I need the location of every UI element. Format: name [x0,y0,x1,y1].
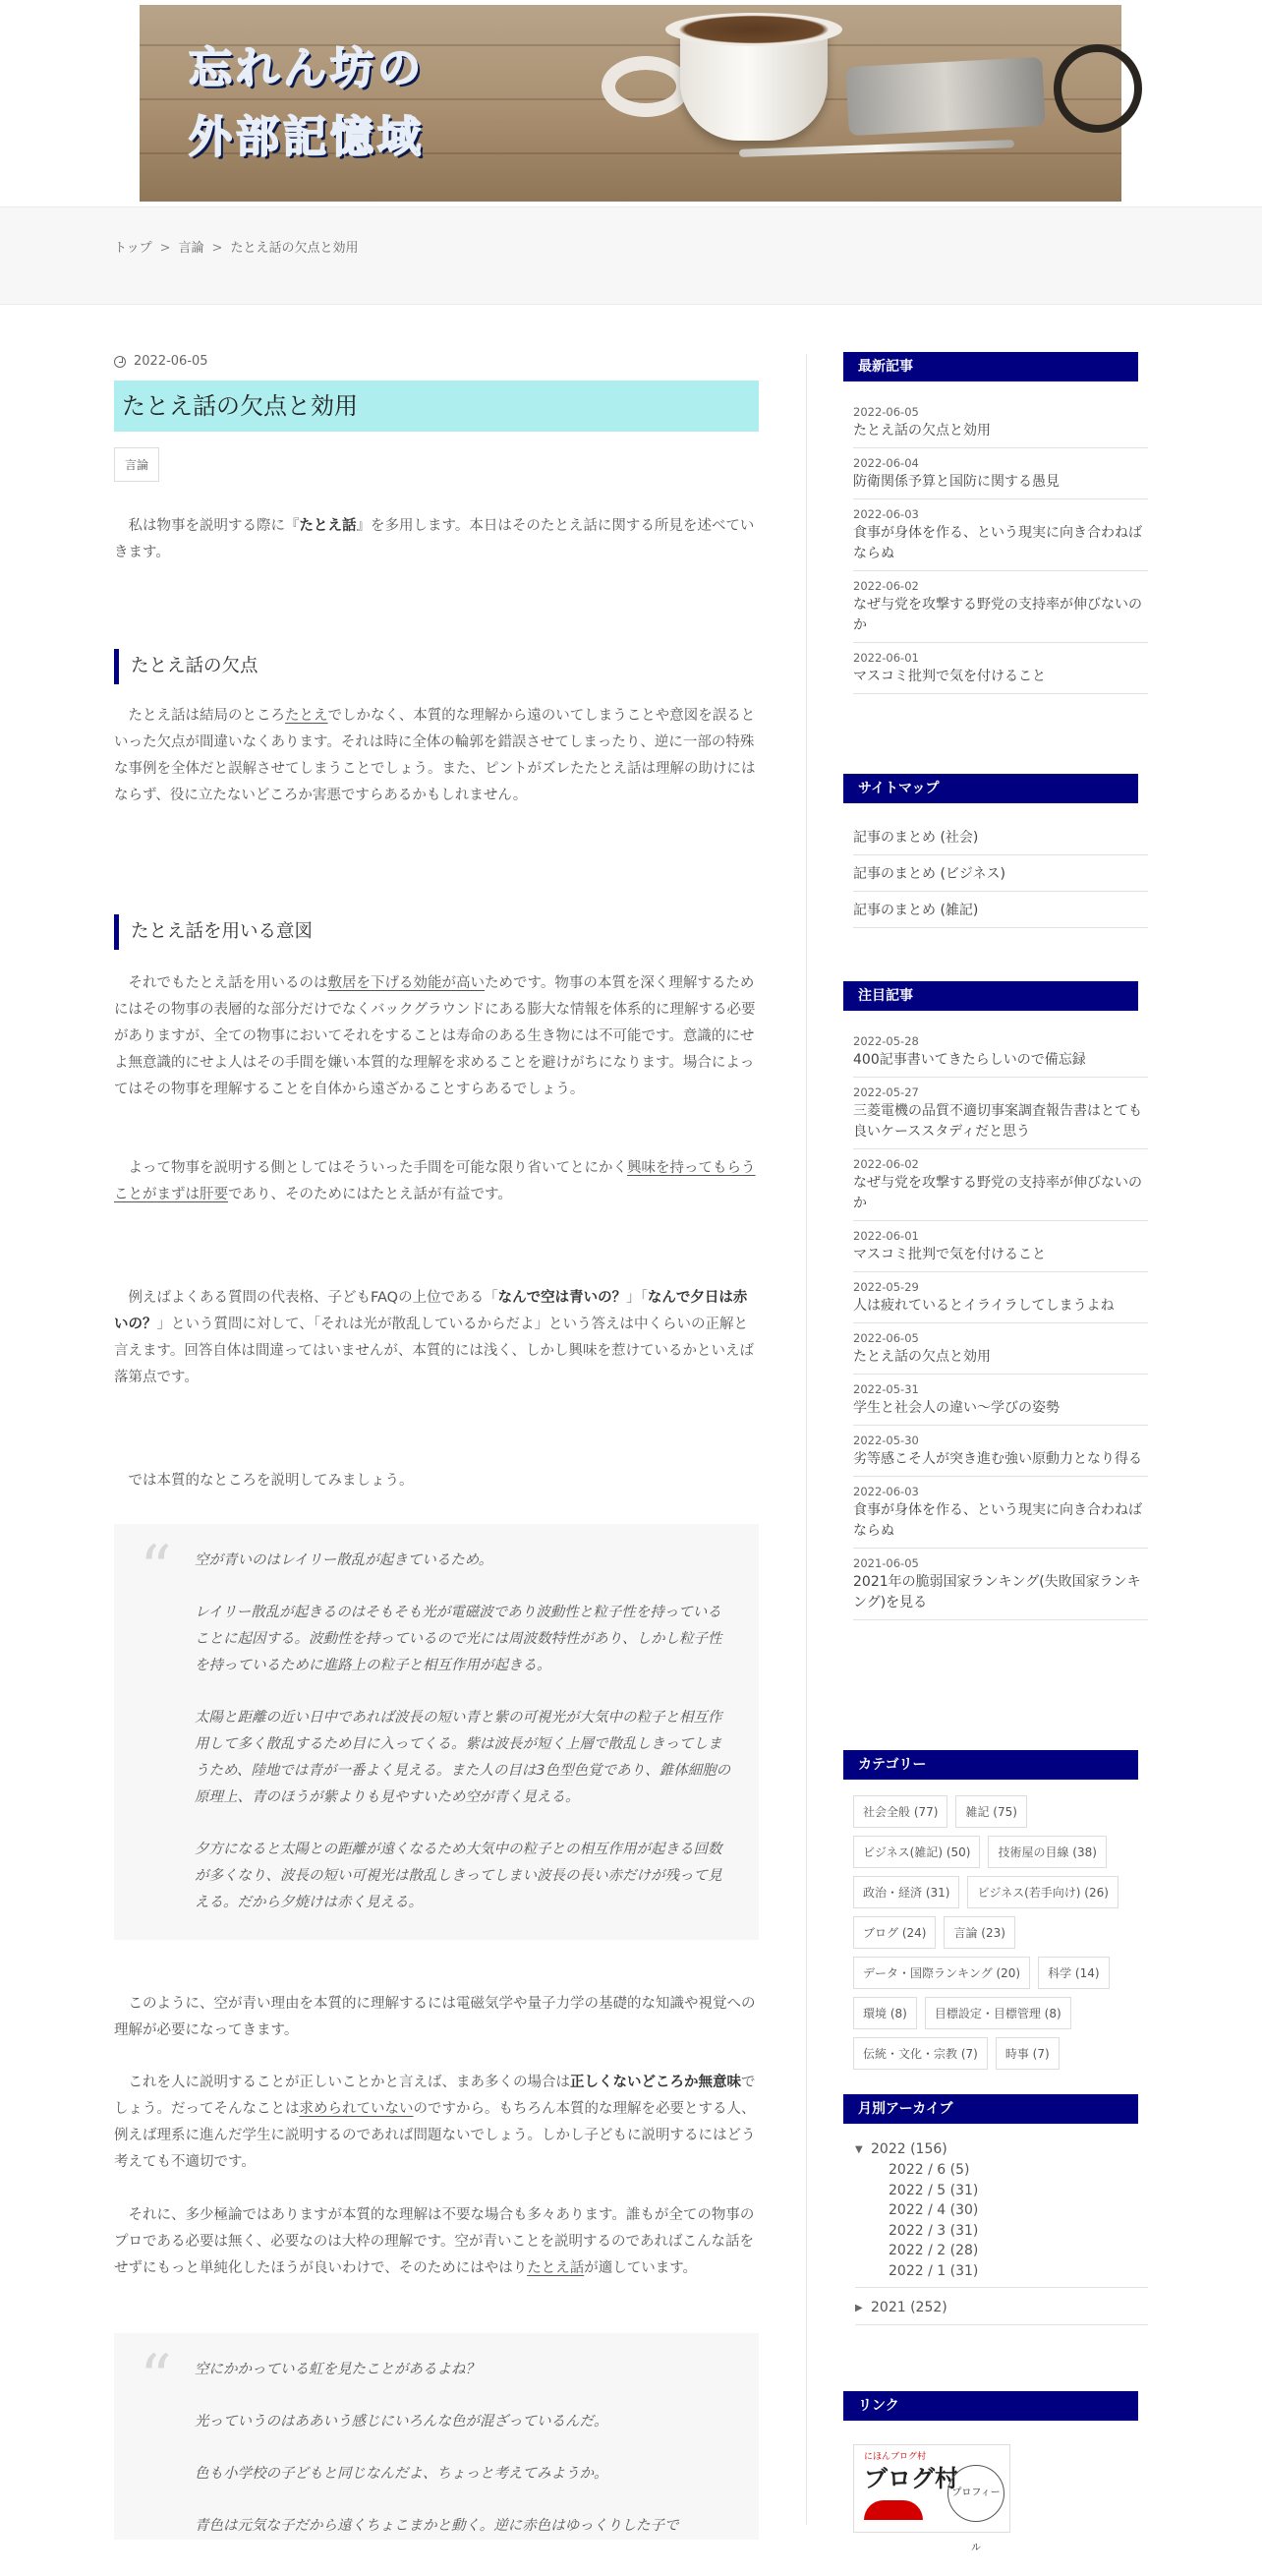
post-list-item[interactable] [853,1323,1148,1375]
recent-posts-list [843,397,1148,694]
post-list-item[interactable] [853,1149,1148,1221]
underlined-phrase: 求められていない [299,2101,414,2117]
post-list-item[interactable] [853,499,1148,571]
quote-paragraph: 色も小学校の子どもと同じなんだよ、ちょっと考えてみようか。 [195,2466,608,2482]
breadcrumb-home-link[interactable]: トップ [114,241,152,256]
category-tag[interactable]: 目標設定・目標管理 (8) [925,1997,1071,2029]
breadcrumb-band [0,206,1262,305]
drawbacks-paragraph [114,703,759,809]
banner-cup-handle [602,56,690,117]
expanded-triangle-icon: ▼ [855,2144,863,2155]
post-list-date: 2022-05-31 [853,1382,919,1396]
widget-recent-posts [843,352,1148,694]
category-tag-list [843,1795,1148,2070]
underlined-phrase: 興味を持ってもらうことがまずは肝要 [114,1160,756,1202]
post-list-date: 2022-06-04 [853,456,919,470]
post-list-item[interactable] [853,1477,1148,1549]
underlined-phrase: たとえ [285,708,328,724]
heading-intent: たとえ話を用いる意図 [114,914,759,950]
text-run: 例えばよくある質問の代表格、子どもFAQの上位である「 [128,1290,498,1306]
article [114,354,759,2534]
breadcrumb [114,237,358,256]
sitemap-list [843,819,1148,928]
widget-title: 最新記事 [843,352,1138,381]
breadcrumb-separator: > [211,241,223,256]
post-list-title[interactable]: たとえ話の欠点と効用 [853,423,991,439]
banner-phone [845,57,1045,136]
text-run: であり、そのためにはたとえ話が有益です。 [228,1187,512,1202]
quote-paragraph: レイリー散乱が起きるのはそもそも光が電磁波であり波動性と粒子性を持っていることに起因する。波動性を持っているので光には周波数特性があり、しかし粒子性を持っているために進路上の粒子と相互作用が起きる。 [195,1605,722,1673]
archive-year-label: 2022 (156) [871,2141,947,2157]
intro-paragraph [114,513,759,566]
archive-month-link[interactable]: 2022 / 5 (31) [889,2182,979,2198]
sitemap-link[interactable]: 記事のまとめ (ビジネス) [853,855,1148,892]
category-tag[interactable]: 伝統・文化・宗教 (7) [853,2037,988,2070]
post-list-title[interactable]: マスコミ批判で気を付けること [853,669,1046,684]
example-paragraph [114,1285,759,1391]
post-list-date: 2021-06-05 [853,1556,919,1570]
heading-drawbacks: たとえ話の欠点 [114,649,759,684]
blogmura-logo-arc [864,2500,923,2520]
text-run: 』を多用します。本日はそのたとえ話に関する所見を述べていきます。 [114,518,755,560]
post-list-title[interactable]: 人は疲れているとイライラしてしまうよね [853,1298,1115,1314]
archive-month-link[interactable]: 2022 / 6 (5) [889,2162,970,2178]
text-run: よって物事を説明する側としてはそういった手間を可能な限り省いてとにかく [128,1160,627,1176]
banner-glasses [1054,44,1142,133]
archive-month-list [855,2160,1148,2281]
blogmura-badge[interactable] [853,2444,1010,2553]
category-tag[interactable]: ビジネス(雑記) (50) [853,1836,980,1868]
text-run: 」「 [626,1290,648,1306]
post-list-date: 2022-05-30 [853,1434,919,1447]
widget-popular-posts [843,981,1148,1620]
post-list-title[interactable]: 三菱電機の品質不適切事案調査報告書はとても良いケーススタディだと思う [853,1103,1142,1140]
widget-categories [843,1750,1148,2070]
archive-list [843,2139,1148,2325]
post-date [114,354,759,369]
post-list-date: 2022-06-02 [853,1157,919,1171]
archive-year-2021[interactable] [855,2298,1148,2318]
text-run: 私は物事を説明する際に『 [128,518,300,534]
category-tag[interactable]: 科学 (14) [1038,1957,1109,1989]
underlined-phrase: たとえ話 [527,2260,585,2276]
bold-phrase: 正しくないどころか無意味 [570,2075,741,2090]
bold-phrase: なんで空は青いの？ [497,1290,627,1306]
widget-title: サイトマップ [843,774,1138,803]
banner-pen [739,140,1014,157]
site-title-line1: 忘れん坊の [189,43,425,93]
post-category-tag[interactable]: 言論 [114,447,159,482]
text-run: それでもたとえ話を用いるのは [128,975,328,991]
post-list-title[interactable]: 学生と社会人の違い〜学びの姿勢 [853,1400,1060,1416]
breadcrumb-current: たとえ話の欠点と効用 [230,241,359,256]
interest-paragraph [114,1155,759,1208]
text-run: が適しています。 [584,2260,698,2276]
quote-paragraph: 夕方になると太陽との距離が遠くなるため大気中の粒子との相互作用が起きる回数が多くなり、波長の短い可視光は散乱しきってしまい波長の長い赤だけが残って見える。だから夕焼けは赤く見える。 [195,1842,722,1910]
breadcrumb-separator: > [159,241,171,256]
post-list-title[interactable]: 防衛関係予算と国防に関する愚見 [853,474,1060,490]
category-tag[interactable]: ブログ (24) [853,1916,936,1949]
breadcrumb-category-link[interactable]: 言論 [178,241,204,256]
post-list-item[interactable] [853,643,1148,694]
post-list-title[interactable]: 食事が身体を作る、という現実に向き合わねばならぬ [853,525,1142,561]
post-list-item[interactable] [853,1221,1148,1272]
widget-title: リンク [843,2391,1138,2421]
post-list-item[interactable] [853,1426,1148,1477]
badge-caption: にほんブログ村 [864,2452,927,2462]
quote-mark-icon: “ [140,2342,172,2415]
post-list-title[interactable]: 2021年の脆弱国家ランキング(失敗国家ランキング)を見る [853,1574,1141,1610]
post-list-date: 2022-05-29 [853,1280,919,1294]
text-run: ためです。物事の本質を深く理解するためにはその物事の表層的な部分だけでなくバックグラウンドにある膨大な情報を体系的に理解する必要がありますが、全ての物事においてそれをすることは寿命のある生き物には不可能です。意識的にせよ無意識的にせよ人はその手間を嫌い本質的な理解を求めることを避けがちになります。場合によってはその物事を理解することを自体から遠ざかることすらあるでしょう。 [114,975,756,1097]
archive-month-link[interactable]: 2022 / 1 (31) [889,2262,979,2279]
post-list-date: 2022-06-03 [853,507,919,521]
widget-title: 月別アーカイブ [843,2094,1138,2124]
post-title: たとえ話の欠点と効用 [114,381,759,432]
text-run: でしかなく、本質的な理解から遠のいてしまうことや意図を誤るといった欠点が間違いなくあります。それは時に全体の輪郭を錯誤させてしまったり、逆に一部の特殊な事例を全体だと誤解させてしまうことでしょう。また、ピントがズレたたとえ話は理解の助けにはならず、役に立たないどころか害悪ですらあるかもしれません。 [114,708,756,803]
site-title-line2: 外部記憶域 [189,112,425,162]
post-list-item[interactable] [853,397,1148,448]
blockquote-physics [114,1524,759,1940]
post-list-title[interactable]: たとえ話の欠点と効用 [853,1349,991,1365]
column-divider [806,354,807,2525]
divider [855,2324,1148,2325]
post-list-date: 2022-06-01 [853,651,919,665]
archive-year-2022[interactable] [855,2139,1148,2160]
blockquote-rainbow [114,2333,759,2540]
post-date-text: 2022-06-05 [134,354,208,369]
collapsed-triangle-icon: ▶ [855,2303,863,2313]
quote-paragraph: 太陽と距離の近い日中であれば波長の短い青と紫の可視光が大気中の粒子と相互作用して多く散乱するため目に入ってくる。紫は波長が短く上層で散乱しきってしまうため、陸地では青が一番よく見える。また人の目は3色型色覚であり、錐体細胞の原理上、青のほうが紫よりも見やすいため空が青く見える。 [195,1710,731,1805]
text-run: では本質的なところを説明してみましょう。 [128,1473,414,1489]
post-list-item[interactable] [853,571,1148,643]
post-list-item[interactable] [853,1026,1148,1078]
category-tag[interactable]: 言論 (23) [944,1916,1014,1949]
clock-icon [114,356,126,368]
post-list-item[interactable] [853,1078,1148,1149]
bold-phrase: なんで夕日は赤いの？ [114,1290,748,1332]
category-tag[interactable]: 時事 (7) [996,2037,1060,2070]
category-tag[interactable]: 社会全般 (77) [853,1795,947,1828]
post-list-title[interactable]: 食事が身体を作る、という現実に向き合わねばならぬ [853,1502,1142,1539]
quote-paragraph: 空にかかっている虹を見たことがあるよね？ [195,2362,480,2377]
text-run: でしょう。だってそんなことは [114,2075,756,2117]
quote-paragraph: 空が青いのはレイリー散乱が起きているため。 [195,1552,493,1568]
post-list-title[interactable]: マスコミ批判で気を付けること [853,1247,1046,1262]
post-list-date: 2022-06-02 [853,579,919,593]
bold-phrase: たとえ話 [299,518,357,534]
text-run: それに、多少極論ではありますが本質的な理解は不要な場合も多々あります。誰もが全ての物事のプロである必要は無く、必要なのは大枠の理解です。空が青いことを説明するのであればこんな話をせずにもっと単純化したほうが良いわけで、そのためにはやはり [114,2207,755,2276]
widget-links [843,2391,1148,2553]
category-tag[interactable]: ビジネス(若手向け) (26) [967,1876,1118,1908]
post-list-date: 2022-06-03 [853,1485,919,1498]
category-tag[interactable]: 政治・経済 (31) [853,1876,959,1908]
quote-paragraph: 青色は元気な子だから遠くちょこまかと動く。逆に赤色はゆっくりした子で [195,2518,679,2534]
underlined-phrase: 敷居を下げる効能が高い [327,975,485,991]
widget-sitemap [843,774,1148,928]
post-list-date: 2022-06-01 [853,1229,919,1243]
popular-posts-list [843,1026,1148,1620]
sitemap-link[interactable]: 記事のまとめ (社会) [853,819,1148,855]
quote-mark-icon: “ [140,1533,172,1606]
post-list-date: 2022-05-28 [853,1034,919,1048]
text-run: これを人に説明することが正しいことかと言えば、まあ多くの場合は [128,2075,570,2090]
blogmura-logo: ブログ村 [864,2464,958,2492]
archive-month-link[interactable]: 2022 / 4 (30) [889,2202,979,2218]
profile-badge: プロフィール [947,2465,1004,2522]
correctness-paragraph [114,2070,759,2176]
text-run: 」という質問に対して、「それは光が散乱しているからだよ」という答えは中くらいの正解と言えます。回答自体は間違ってはいませんが、本質的には浅く、しかし興味を惹けているかといえば落第点です。 [114,1317,755,1385]
text-run: たとえ話は結局のところ [128,708,285,724]
category-tag[interactable]: データ・国際ランキング (20) [853,1957,1030,1989]
physics-summary-paragraph [114,1991,759,2044]
archive-year-label: 2021 (252) [871,2300,947,2315]
category-tag[interactable]: 技術屋の目線 (38) [988,1836,1106,1868]
post-list-date: 2022-06-05 [853,405,919,419]
sitemap-link[interactable]: 記事のまとめ (雑記) [853,892,1148,928]
category-tag[interactable]: 環境 (8) [853,1997,917,2029]
banner-coffee [665,13,842,46]
post-list-title[interactable]: 400記事書いてきたらしいので備忘録 [853,1052,1086,1068]
site-title[interactable] [189,34,425,172]
widget-archive [843,2094,1148,2335]
post-list-title[interactable]: なぜ与党を攻撃する野党の支持率が伸びないのか [853,597,1142,633]
simplify-paragraph [114,2202,759,2282]
site-header [0,0,1262,206]
intent-paragraph [114,970,759,1103]
post-list-date: 2022-05-27 [853,1085,919,1099]
post-list-title[interactable]: 劣等感こそ人が突き進む強い原動力となり得る [853,1451,1142,1467]
divider [855,2287,1148,2288]
site-banner[interactable] [140,5,1121,202]
quote-paragraph: 光っていうのはああいう感じにいろんな色が混ざっているんだ。 [195,2414,608,2430]
archive-month-link[interactable]: 2022 / 3 (31) [889,2222,979,2239]
post-list-item[interactable] [853,1272,1148,1323]
category-tag[interactable]: 雑記 (75) [955,1795,1026,1828]
post-list-item[interactable] [853,1549,1148,1620]
post-list-title[interactable]: なぜ与党を攻撃する野党の支持率が伸びないのか [853,1175,1142,1211]
text-run: このように、空が青い理由を本質的に理解するには電磁気学や量子力学の基礎的な知識や視覚への理解が必要になってきます。 [114,1996,756,2038]
text-run: のですから。もちろん本質的な理解を必要とする人、例えば理系に進んだ学生に説明するのであれば問題ないでしょう。しかし子どもに説明するにはどう考えても不適切です。 [114,2101,756,2170]
post-list-date: 2022-06-05 [853,1331,919,1345]
widget-title: カテゴリー [843,1750,1138,1780]
essential-intro-paragraph [114,1468,759,1494]
post-list-item[interactable] [853,448,1148,499]
post-list-item[interactable] [853,1375,1148,1426]
archive-month-link[interactable]: 2022 / 2 (28) [889,2243,979,2258]
widget-title: 注目記事 [843,981,1138,1011]
